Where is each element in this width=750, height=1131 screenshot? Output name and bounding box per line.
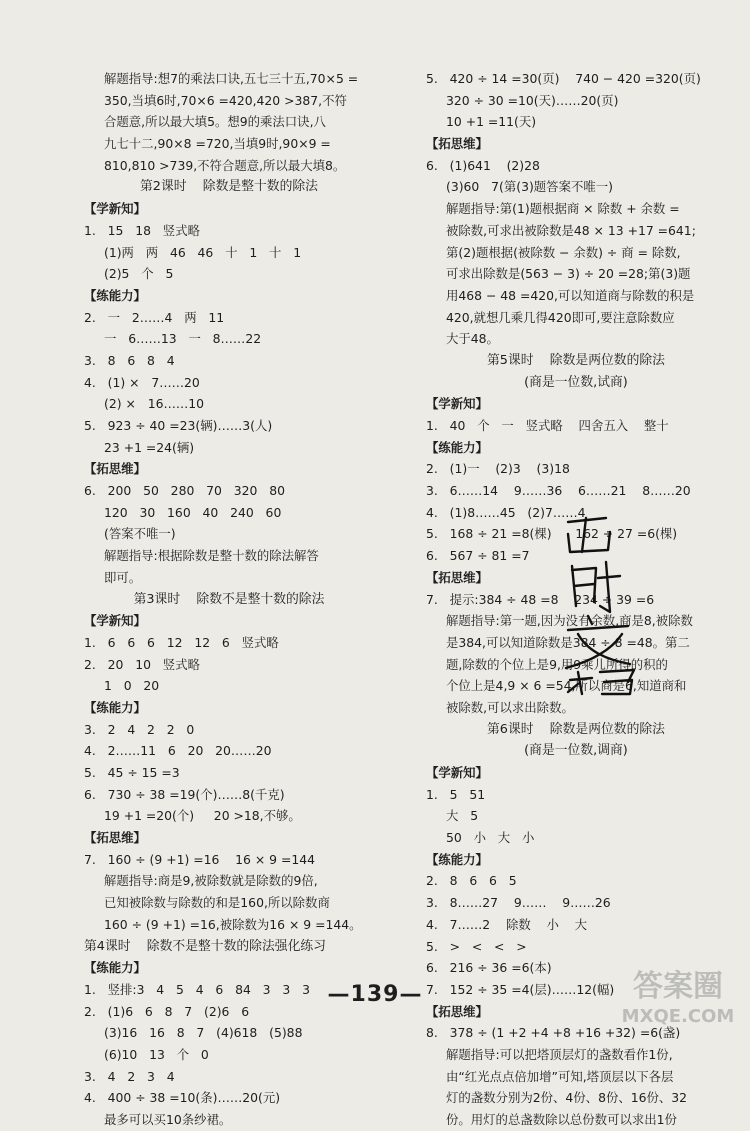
answer-line: 个位上是4,9 × 6 =54,所以商是6,知道商和 bbox=[446, 678, 687, 694]
section-header: 【学新知】 bbox=[426, 765, 488, 780]
lesson-title: (商是一位数,调商) bbox=[524, 743, 628, 759]
answer-line: 23 +1 =24(辆) bbox=[104, 439, 195, 455]
answer-line: 份。用灯的总盏数除以总份数可以求出1份 bbox=[446, 1112, 677, 1127]
answer-line: 解题指导:商是9,被除数就是除数的9倍, bbox=[104, 873, 318, 889]
answer-line: 810,810 >739,不符合题意,所以最大填8。 bbox=[104, 157, 346, 173]
section-header: 【拓思维】 bbox=[426, 569, 488, 585]
answer-line: 1. 40 个 一 竖式略 四舍五入 整十 bbox=[426, 418, 669, 433]
lesson-title: 第5课时 除数是两位数的除法 bbox=[487, 352, 665, 368]
answer-line: 是384,可以知道除数是384 ÷ 8 =48。第二 bbox=[446, 634, 690, 650]
answer-line: 6. 200 50 280 70 320 80 bbox=[84, 483, 285, 499]
section-header: 【练能力】 bbox=[426, 439, 488, 455]
answer-line: 2. 一 2……4 两 11 bbox=[84, 309, 225, 325]
lesson-title: 第3课时 除数不是整十数的除法 bbox=[133, 591, 325, 607]
section-header: 【学新知】 bbox=[84, 613, 146, 629]
answer-line: 解题指导:想7的乘法口诀,五七三十五,70×5 = bbox=[104, 71, 359, 86]
answer-line: 3. 6……14 9……36 6……21 8……20 bbox=[426, 483, 691, 499]
answer-line: 大 5 bbox=[446, 808, 479, 824]
answer-line: 5. > < < > bbox=[426, 938, 527, 954]
answer-line: 3. 8……27 9…… 9……26 bbox=[426, 895, 611, 911]
answer-line: 350,当填6时,70×6 =420,420 >387,不符 bbox=[104, 92, 347, 108]
answer-line: 3. 4 2 3 4 bbox=[84, 1068, 175, 1084]
answer-line: 8. 378 ÷ (1 +2 +4 +8 +16 +32) =6(盏) bbox=[426, 1025, 681, 1041]
answer-line: 1. 竖排:3 4 5 4 6 84 3 3 3 bbox=[84, 981, 310, 997]
answer-line: (3)60 7(第(3)题答案不唯一) bbox=[446, 179, 613, 195]
answer-line: 已知被除数与除数的和是160,所以除数商 bbox=[104, 895, 330, 911]
answer-line: 由“红光点点倍加增”可知,塔顶层以下各层 bbox=[446, 1068, 674, 1084]
answer-line: 4. 2……11 6 20 20……20 bbox=[84, 743, 272, 759]
answer-line: 即可。 bbox=[104, 569, 142, 585]
answer-line: 2. 8 6 6 5 bbox=[426, 873, 517, 889]
section-header: 【练能力】 bbox=[426, 851, 488, 867]
lesson-title: 第4课时 除数不是整十数的除法强化练习 bbox=[84, 938, 326, 954]
answer-line: 用468 − 48 =420,可以知道商与除数的积是 bbox=[446, 287, 695, 303]
answer-line: 解题指导:第一题,因为没有余数,商是8,被除数 bbox=[446, 613, 693, 629]
watermark-text: 答案圈 bbox=[633, 969, 723, 1004]
section-header: 【拓思维】 bbox=[84, 461, 146, 477]
answer-line: 第(2)题根据(被除数 − 余数) ÷ 商 = 除数, bbox=[446, 244, 681, 260]
answer-line: 一 6……13 一 8……22 bbox=[104, 331, 262, 347]
answer-line: 7. 160 ÷ (9 +1) =16 16 × 9 =144 bbox=[84, 851, 316, 867]
answer-line: 2. 20 10 竖式略 bbox=[84, 656, 200, 672]
lesson-title: (商是一位数,试商) bbox=[524, 374, 628, 390]
answer-line: 2. (1)6 6 8 7 (2)6 6 bbox=[84, 1003, 250, 1019]
answer-line: 6. 216 ÷ 36 =6(本) bbox=[426, 960, 552, 976]
lesson-title: 第6课时 除数是两位数的除法 bbox=[487, 721, 665, 737]
answer-line: 合题意,所以最大填5。想9的乘法口诀,八 bbox=[104, 114, 326, 130]
section-header: 【练能力】 bbox=[84, 699, 146, 715]
answer-line: 解题指导:第(1)题根据商 × 除数 + 余数 = bbox=[446, 201, 680, 217]
left-column bbox=[84, 68, 374, 1131]
answer-line: 5. 420 ÷ 14 =30(页) 740 − 420 =320(页) bbox=[426, 71, 701, 86]
section-header: 【练能力】 bbox=[84, 287, 146, 303]
section-header: 【拓思维】 bbox=[84, 830, 146, 846]
answer-line: 5. 45 ÷ 15 =3 bbox=[84, 765, 180, 780]
section-header: 【练能力】 bbox=[84, 960, 146, 976]
answer-line: 4. (1) × 7……20 bbox=[84, 374, 200, 390]
answer-line: 320 ÷ 30 =10(天)……20(页) bbox=[446, 92, 619, 108]
section-header: 【拓思维】 bbox=[426, 1003, 488, 1019]
lesson-title: 第2课时 除数是整十数的除法 bbox=[140, 179, 318, 195]
section-header: 【学新知】 bbox=[426, 396, 488, 412]
answer-line: 被除数,可求出被除数是48 × 13 +17 =641; bbox=[446, 222, 696, 238]
answer-line: (6)10 13 个 0 bbox=[104, 1046, 209, 1062]
answer-line: 3. 2 4 2 2 0 bbox=[84, 721, 195, 737]
answer-line: 1 0 20 bbox=[104, 678, 160, 694]
answer-line: 7. 152 ÷ 35 =4(层)……12(幅) bbox=[426, 981, 615, 997]
answer-line: 6. 567 ÷ 81 =7 bbox=[426, 548, 530, 564]
answer-line: 7. 提示:384 ÷ 48 =8 234 ÷ 39 =6 bbox=[426, 591, 655, 607]
page-number: —139— bbox=[327, 982, 423, 1007]
handwritten-scribble bbox=[548, 512, 658, 697]
section-header: 【学新知】 bbox=[84, 201, 146, 217]
answer-line: 九七十二,90×8 =720,当填9时,90×9 = bbox=[104, 136, 331, 152]
answer-line: 160 ÷ (9 +1) =16,被除数为16 × 9 =144。 bbox=[104, 916, 362, 932]
answer-line: 解题指导:可以把塔顶层灯的盏数看作1份, bbox=[446, 1046, 673, 1062]
answer-line: 10 +1 =11(天) bbox=[446, 114, 537, 130]
answer-line: 4. 7……2 除数 小 大 bbox=[426, 916, 588, 932]
answer-line: 120 30 160 40 240 60 bbox=[104, 504, 282, 520]
answer-line: 5. 923 ÷ 40 =23(辆)……3(人) bbox=[84, 418, 273, 433]
watermark-logo bbox=[608, 960, 748, 1030]
answer-line: 可求出除数是(563 − 3) ÷ 20 =28;第(3)题 bbox=[446, 266, 691, 282]
answer-line: (2) × 16……10 bbox=[104, 396, 205, 412]
answer-line: 6. 730 ÷ 38 =19(个)……8(千克) bbox=[84, 786, 285, 802]
answer-line: 1. 5 51 bbox=[426, 786, 486, 802]
answer-line: (2)5 个 5 bbox=[104, 266, 174, 282]
answer-line: 5. 168 ÷ 21 =8(棵) 162 ÷ 27 =6(棵) bbox=[426, 526, 678, 542]
answer-line: 1. 6 6 6 12 12 6 竖式略 bbox=[84, 634, 279, 650]
answer-line: 题,除数的个位上是9,用9乘儿所得的积的 bbox=[446, 656, 668, 672]
answer-line: 4. 400 ÷ 38 =10(条)……20(元) bbox=[84, 1090, 281, 1106]
answer-line: 4. (1)8……45 (2)7……4 bbox=[426, 504, 586, 520]
answer-line: (3)16 16 8 7 (4)618 (5)88 bbox=[104, 1025, 303, 1041]
answer-line: 解题指导:根据除数是整十数的除法解答 bbox=[104, 548, 319, 564]
answer-line: 19 +1 =20(个) 20 >18,不够。 bbox=[104, 808, 301, 824]
answer-line: 2. (1)一 (2)3 (3)18 bbox=[426, 461, 570, 477]
section-header: 【拓思维】 bbox=[426, 136, 488, 152]
answer-line: 1. 15 18 竖式略 bbox=[84, 222, 200, 238]
answer-line: (1)两 两 46 46 十 1 十 1 bbox=[104, 244, 302, 260]
answer-line: 3. 8 6 8 4 bbox=[84, 352, 175, 368]
answer-line: 最多可以买10条纱裙。 bbox=[104, 1112, 232, 1127]
answer-line: 420,就想几乘几得420即可,要注意除数应 bbox=[446, 309, 675, 325]
answer-line: 灯的盏数分别为2份、4份、8份、16份、32 bbox=[446, 1090, 688, 1106]
answer-line: 大于48。 bbox=[446, 331, 499, 347]
answer-line: (答案不唯一) bbox=[104, 526, 176, 542]
answer-line: 50 小 大 小 bbox=[446, 830, 535, 846]
answer-line: 6. (1)641 (2)28 bbox=[426, 157, 540, 173]
answer-line: 被除数,可以求出除数。 bbox=[446, 699, 574, 715]
watermark-url: MXQE.COM bbox=[621, 1006, 735, 1027]
